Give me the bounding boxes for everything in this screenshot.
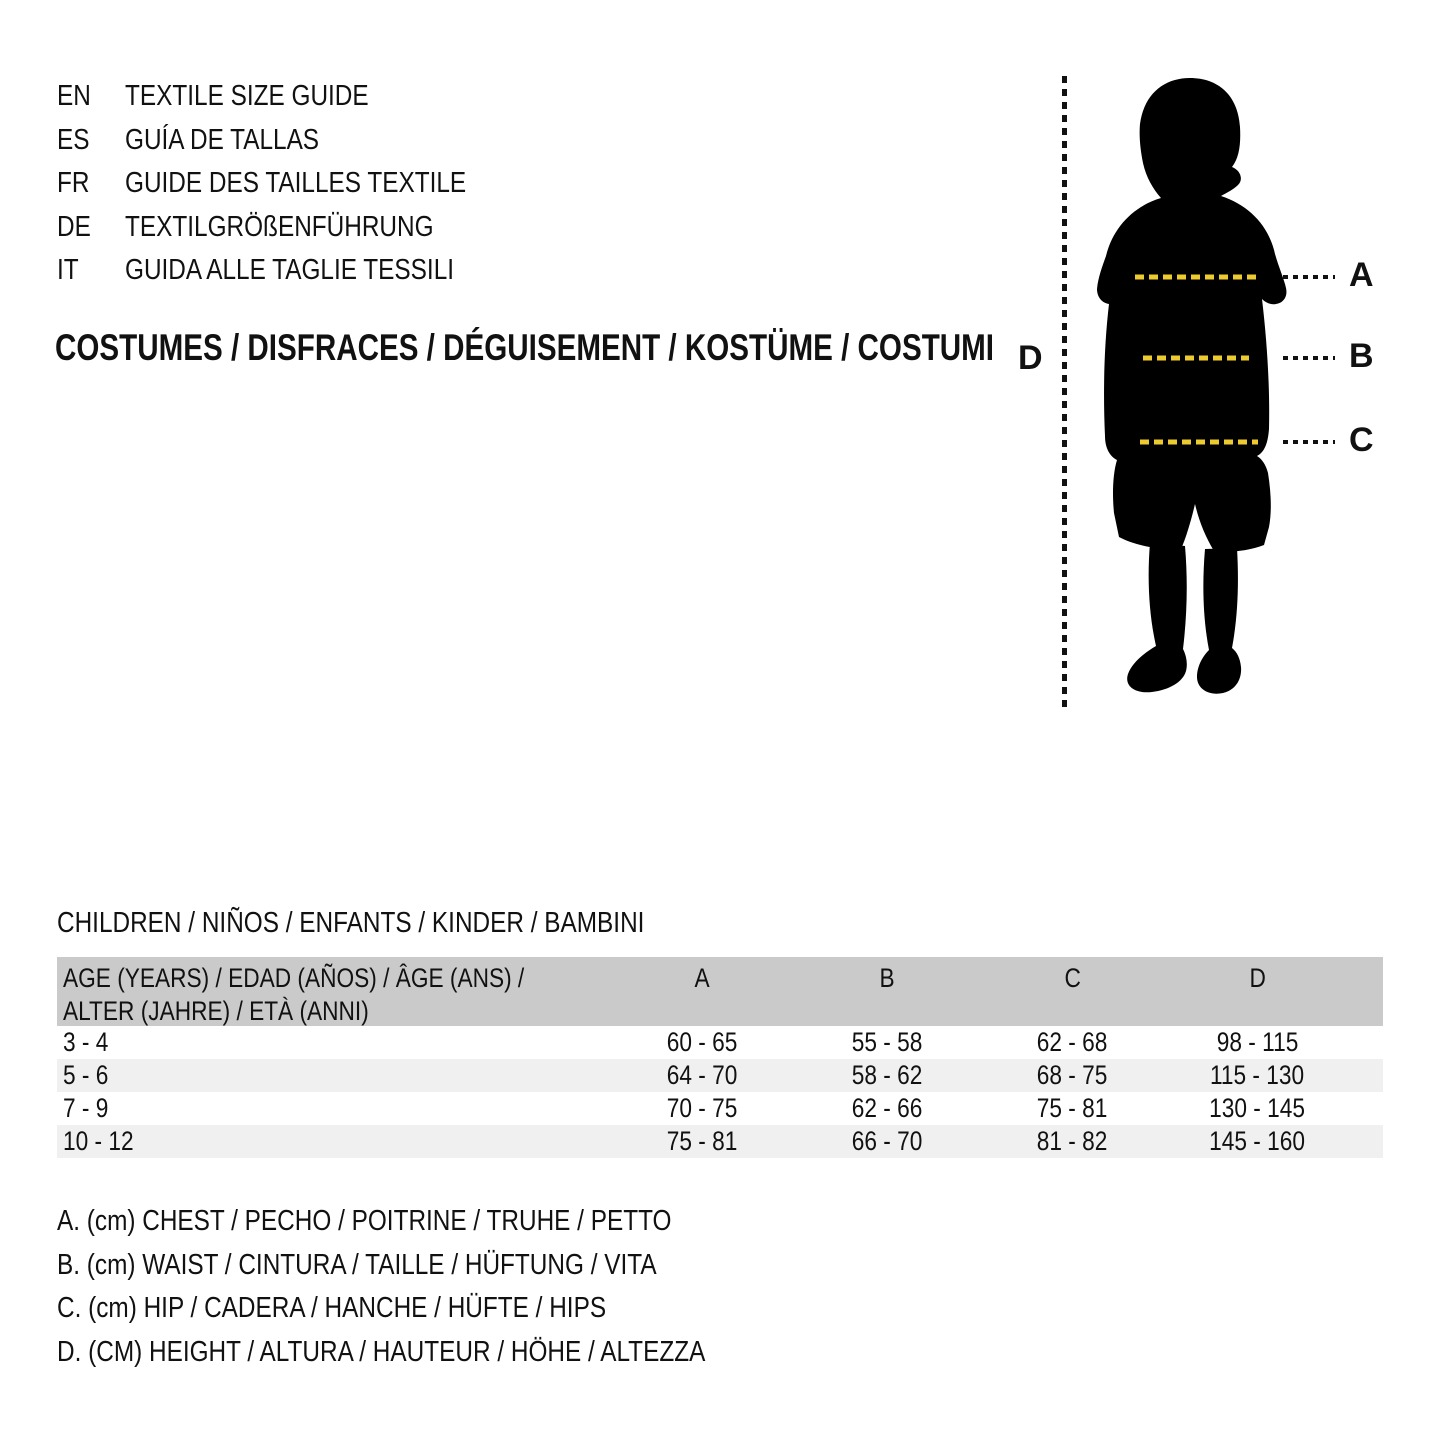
value-cell: 81 - 82 <box>1037 1126 1108 1156</box>
size-table <box>57 957 1383 1158</box>
table-header <box>57 957 1383 1026</box>
language-code: ES <box>57 123 90 156</box>
language-code: FR <box>57 167 90 199</box>
language-title: GUIDE DES TAILLES TEXTILE <box>125 167 467 199</box>
value-cell: 68 - 75 <box>1037 1060 1108 1090</box>
age-cell: 5 - 6 <box>63 1060 109 1090</box>
child-silhouette <box>1090 75 1292 707</box>
age-cell: 10 - 12 <box>63 1126 134 1156</box>
measure-label-d: D <box>1018 339 1043 377</box>
table-row <box>57 1026 1383 1059</box>
language-title: GUÍA DE TALLAS <box>125 123 320 156</box>
language-code: IT <box>57 254 79 286</box>
legend-item: D. (CM) HEIGHT / ALTURA / HAUTEUR / HÖHE / ALTEZZA <box>57 1335 706 1368</box>
column-header-b: B <box>879 963 896 993</box>
measure-label-a: A <box>1349 256 1374 294</box>
value-cell: 98 - 115 <box>1216 1027 1299 1057</box>
value-cell: 66 - 70 <box>852 1126 923 1156</box>
table-row <box>57 1125 1383 1158</box>
legend-item: C. (cm) HIP / CADERA / HANCHE / HÜFTE / HIPS <box>57 1292 607 1324</box>
legend-item: A. (cm) CHEST / PECHO / POITRINE / TRUHE / PETTO <box>57 1205 672 1237</box>
language-code: EN <box>57 80 91 112</box>
value-cell: 55 - 58 <box>852 1027 923 1057</box>
column-header-c: C <box>1064 963 1081 993</box>
table-row <box>57 1059 1383 1092</box>
height-line-d <box>1062 76 1067 713</box>
value-cell: 60 - 65 <box>667 1027 738 1057</box>
value-cell: 115 - 130 <box>1210 1060 1305 1090</box>
language-code: DE <box>57 210 91 243</box>
measurement-legend <box>57 1200 829 1374</box>
value-cell: 145 - 160 <box>1209 1126 1306 1156</box>
value-cell: 62 - 66 <box>852 1093 923 1123</box>
age-cell: 7 - 9 <box>63 1093 109 1123</box>
language-title: TEXTILGRÖßENFÜHRUNG <box>125 210 434 243</box>
column-header-a: A <box>694 963 711 993</box>
legend-item: B. (cm) WAIST / CINTURA / TAILLE / HÜFTUNG / VITA <box>57 1248 657 1281</box>
language-title: TEXTILE SIZE GUIDE <box>125 80 369 112</box>
table-row <box>57 1092 1383 1125</box>
leader-line-c <box>1283 440 1335 444</box>
value-cell: 64 - 70 <box>667 1060 738 1090</box>
measure-label-b: B <box>1349 337 1374 375</box>
column-header-d: D <box>1249 963 1266 993</box>
value-cell: 58 - 62 <box>852 1060 923 1090</box>
value-cell: 70 - 75 <box>667 1093 738 1123</box>
section-title-children: CHILDREN / NIÑOS / ENFANTS / KINDER / BAMBINI <box>57 907 645 939</box>
value-cell: 62 - 68 <box>1037 1027 1108 1057</box>
value-cell: 130 - 145 <box>1209 1093 1306 1123</box>
age-cell: 3 - 4 <box>63 1027 109 1057</box>
leader-line-b <box>1283 356 1335 360</box>
leader-line-a <box>1283 275 1335 279</box>
value-cell: 75 - 81 <box>1037 1093 1108 1123</box>
value-cell: 75 - 81 <box>667 1126 738 1156</box>
measure-label-c: C <box>1349 421 1374 459</box>
age-column-header: AGE (YEARS) / EDAD (AÑOS) / ÂGE (ANS) / ALTER (JAHRE) / ETÀ (ANNI) <box>63 963 525 1026</box>
language-title: GUIDA ALLE TAGLIE TESSILI <box>125 254 455 286</box>
category-heading: COSTUMES / DISFRACES / DÉGUISEMENT / KOSTÜME / COSTUMI <box>55 327 995 368</box>
